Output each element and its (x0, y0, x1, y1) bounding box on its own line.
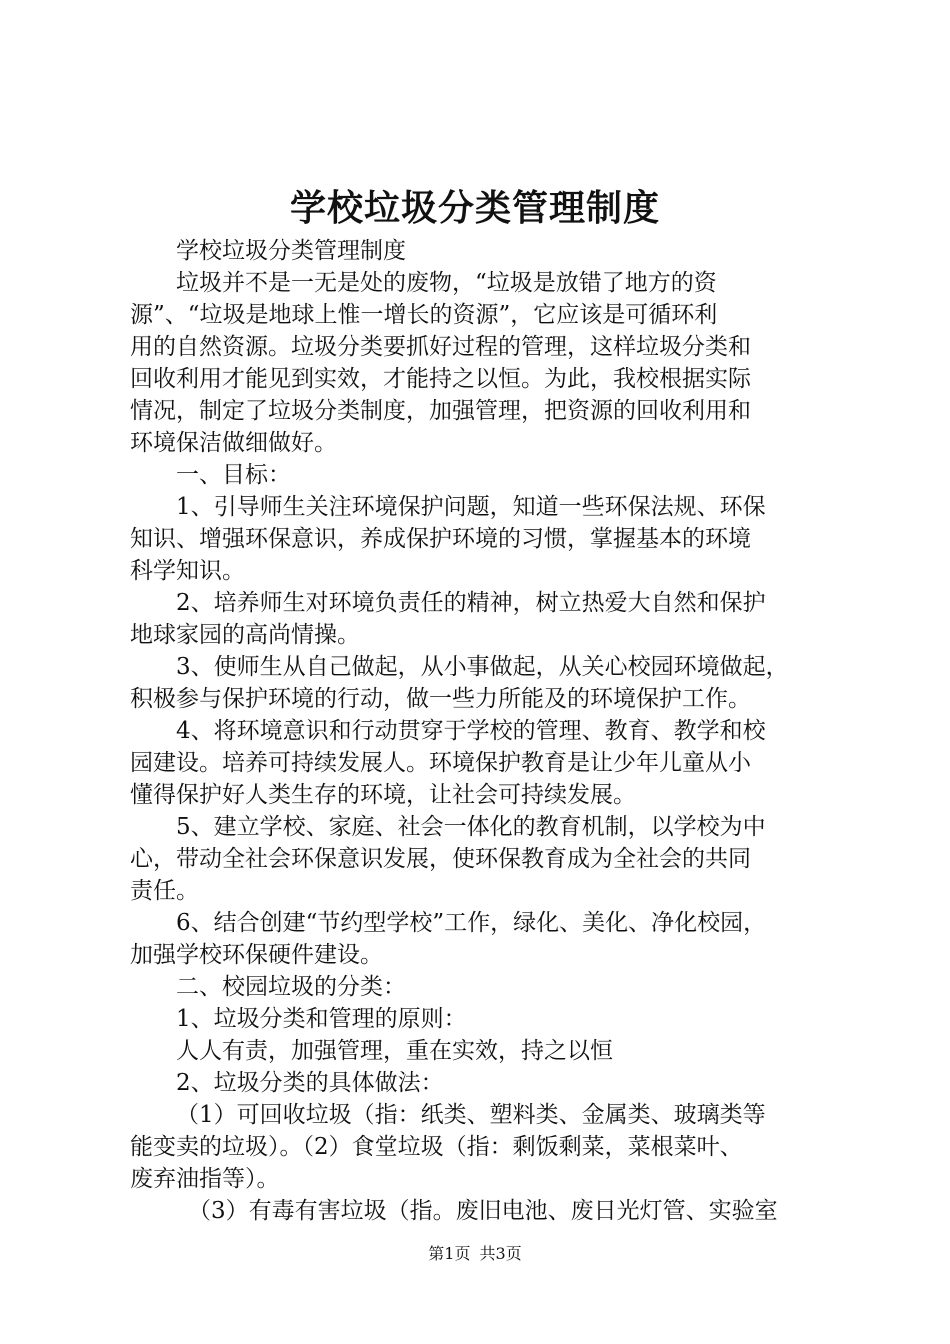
paragraph-line: 懂得保护好人类生存的环境，让社会可持续发展。 (130, 782, 636, 808)
paragraph-line: 环境保洁做细做好。 (130, 430, 337, 456)
paragraph-line: （3）有毒有害垃圾（指。废旧电池、废日光灯管、实验室 (188, 1198, 778, 1224)
section-heading: 二、校园垃圾的分类： (176, 974, 406, 1000)
section-heading: 一、目标： (176, 462, 291, 488)
page-number: 第1页 (428, 1244, 471, 1263)
paragraph-line: 废弃油指等）。 (130, 1166, 280, 1192)
paragraph-line: 1、引导师生关注环境保护问题，知道一些环保法规、环保 (176, 494, 766, 520)
subtitle-line: 学校垃圾分类管理制度 (176, 238, 406, 264)
paragraph-line: 用的自然资源。垃圾分类要抓好过程的管理，这样垃圾分类和 (130, 334, 751, 360)
paragraph-line: 地球家园的高尚情操。 (130, 622, 360, 648)
subsection-heading: 2、垃圾分类的具体做法： (176, 1070, 444, 1096)
paragraph-line: 2、培养师生对环境负责任的精神，树立热爱大自然和保护 (176, 590, 766, 616)
paragraph-line: 源”、“垃圾是地球上惟一增长的资源”，它应该是可循环利 (130, 302, 718, 328)
document-body (130, 235, 830, 1227)
paragraph-line: 4、将环境意识和行动贯穿于学校的管理、教育、教学和校 (176, 718, 766, 744)
paragraph-line: （1）可回收垃圾（指：纸类、塑料类、金属类、玻璃类等 (176, 1102, 766, 1128)
paragraph-line: 人人有责，加强管理，重在实效，持之以恒 (176, 1038, 613, 1064)
paragraph-line: 园建设。培养可持续发展人。环境保护教育是让少年儿童从小 (130, 750, 751, 776)
paragraph-line: 责任。 (130, 878, 199, 904)
paragraph-line: 加强学校环保硬件建设。 (130, 942, 383, 968)
paragraph-line: 情况，制定了垃圾分类制度，加强管理，把资源的回收利用和 (130, 398, 751, 424)
paragraph-line: 科学知识。 (130, 558, 245, 584)
paragraph-line: 垃圾并不是一无是处的废物，“垃圾是放错了地方的资 (176, 270, 717, 296)
paragraph-line: 5、建立学校、家庭、社会一体化的教育机制，以学校为中 (176, 814, 766, 840)
page-total: 共3页 (479, 1244, 522, 1263)
paragraph-line: 积极参与保护环境的行动，做一些力所能及的环境保护工作。 (130, 686, 751, 712)
subsection-heading: 1、垃圾分类和管理的原则： (176, 1006, 467, 1032)
document-title: 学校垃圾分类管理制度 (289, 187, 660, 229)
paragraph-line: 3、使师生从自己做起，从小事做起，从关心校园环境做起， (176, 654, 789, 680)
paragraph-line: 知识、增强环保意识，养成保护环境的习惯，掌握基本的环境 (130, 526, 751, 552)
paragraph-line: 6、结合创建“节约型学校”工作，绿化、美化、净化校园， (176, 910, 767, 936)
page-footer (0, 1244, 950, 1264)
paragraph-line: 心，带动全社会环保意识发展，使环保教育成为全社会的共同 (130, 846, 751, 872)
paragraph-line: 能变卖的垃圾）。（2）食堂垃圾（指：剩饭剩菜，菜根菜叶、 (130, 1134, 743, 1160)
paragraph-line: 回收利用才能见到实效，才能持之以恒。为此，我校根据实际 (130, 366, 751, 392)
